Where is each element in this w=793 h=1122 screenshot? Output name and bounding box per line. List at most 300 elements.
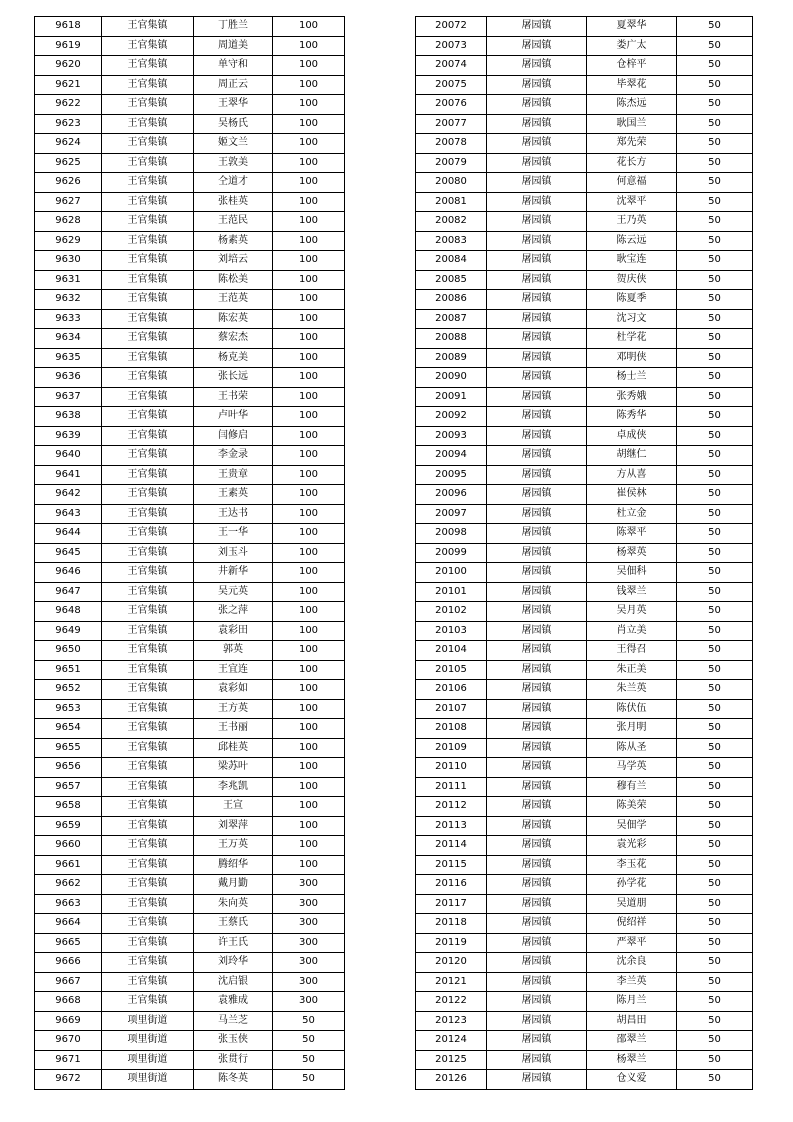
amount-cell: 300 (273, 875, 345, 895)
amount-cell: 50 (677, 95, 753, 115)
id-cell: 9647 (35, 582, 102, 602)
town-cell: 屠园镇 (487, 192, 587, 212)
table-row (416, 75, 753, 95)
id-cell: 20073 (416, 36, 487, 56)
amount-cell: 50 (677, 309, 753, 329)
amount-cell: 100 (273, 231, 345, 251)
amount-cell: 50 (677, 1011, 753, 1031)
name-cell: 仝道才 (194, 173, 273, 193)
name-cell: 卢叶华 (194, 407, 273, 427)
amount-cell: 50 (677, 855, 753, 875)
id-cell: 20117 (416, 894, 487, 914)
amount-cell: 50 (677, 582, 753, 602)
id-cell: 20124 (416, 1031, 487, 1051)
id-cell: 20094 (416, 446, 487, 466)
table-row (416, 953, 753, 973)
id-cell: 20111 (416, 777, 487, 797)
town-cell: 屠园镇 (487, 212, 587, 232)
name-cell: 袁彩如 (194, 680, 273, 700)
table-row (416, 192, 753, 212)
town-cell: 王官集镇 (102, 309, 194, 329)
id-cell: 20102 (416, 602, 487, 622)
name-cell: 张长远 (194, 368, 273, 388)
town-cell: 王官集镇 (102, 36, 194, 56)
name-cell: 陈云远 (587, 231, 677, 251)
name-cell: 吴佃科 (587, 563, 677, 583)
id-cell: 9670 (35, 1031, 102, 1051)
name-cell: 王一华 (194, 524, 273, 544)
table-row (416, 914, 753, 934)
amount-cell: 50 (677, 797, 753, 817)
amount-cell: 50 (677, 465, 753, 485)
amount-cell: 100 (273, 251, 345, 271)
name-cell: 陈夏季 (587, 290, 677, 310)
amount-cell: 50 (677, 1050, 753, 1070)
id-cell: 9669 (35, 1011, 102, 1031)
table-row (416, 290, 753, 310)
table-row (35, 719, 345, 739)
table-row (416, 17, 753, 37)
id-cell: 9653 (35, 699, 102, 719)
amount-cell: 50 (677, 290, 753, 310)
amount-cell: 100 (273, 407, 345, 427)
amount-cell: 100 (273, 797, 345, 817)
amount-cell: 50 (677, 1070, 753, 1090)
town-cell: 屠园镇 (487, 17, 587, 37)
amount-cell: 50 (677, 777, 753, 797)
id-cell: 9648 (35, 602, 102, 622)
town-cell: 王官集镇 (102, 660, 194, 680)
left-roster-body (35, 17, 345, 1090)
id-cell: 20076 (416, 95, 487, 115)
name-cell: 王范民 (194, 212, 273, 232)
table-row (35, 270, 345, 290)
table-row (416, 485, 753, 505)
amount-cell: 50 (677, 446, 753, 466)
amount-cell: 50 (677, 485, 753, 505)
amount-cell: 50 (677, 36, 753, 56)
amount-cell: 100 (273, 270, 345, 290)
name-cell: 李玉花 (587, 855, 677, 875)
town-cell: 王官集镇 (102, 855, 194, 875)
id-cell: 20116 (416, 875, 487, 895)
town-cell: 屠园镇 (487, 875, 587, 895)
id-cell: 20074 (416, 56, 487, 76)
name-cell: 王范英 (194, 290, 273, 310)
table-row (35, 699, 345, 719)
town-cell: 王官集镇 (102, 933, 194, 953)
amount-cell: 100 (273, 699, 345, 719)
town-cell: 屠园镇 (487, 602, 587, 622)
id-cell: 9639 (35, 426, 102, 446)
town-cell: 王官集镇 (102, 290, 194, 310)
name-cell: 王敦美 (194, 153, 273, 173)
name-cell: 张桂英 (194, 192, 273, 212)
id-cell: 20100 (416, 563, 487, 583)
id-cell: 20099 (416, 543, 487, 563)
town-cell: 王官集镇 (102, 543, 194, 563)
town-cell: 屠园镇 (487, 894, 587, 914)
id-cell: 9624 (35, 134, 102, 154)
name-cell: 马兰芝 (194, 1011, 273, 1031)
amount-cell: 100 (273, 485, 345, 505)
id-cell: 20101 (416, 582, 487, 602)
id-cell: 9667 (35, 972, 102, 992)
table-row (35, 680, 345, 700)
id-cell: 20126 (416, 1070, 487, 1090)
table-row (35, 192, 345, 212)
table-row (416, 738, 753, 758)
town-cell: 王官集镇 (102, 738, 194, 758)
table-row (35, 894, 345, 914)
name-cell: 王达书 (194, 504, 273, 524)
town-cell: 屠园镇 (487, 914, 587, 934)
table-row (35, 1011, 345, 1031)
town-cell: 王官集镇 (102, 446, 194, 466)
town-cell: 屠园镇 (487, 153, 587, 173)
amount-cell: 50 (677, 621, 753, 641)
name-cell: 刘培云 (194, 251, 273, 271)
id-cell: 20108 (416, 719, 487, 739)
name-cell: 娄广太 (587, 36, 677, 56)
id-cell: 9657 (35, 777, 102, 797)
table-row (416, 1011, 753, 1031)
table-row (35, 504, 345, 524)
amount-cell: 50 (677, 387, 753, 407)
amount-cell: 100 (273, 17, 345, 37)
table-row (35, 797, 345, 817)
town-cell: 王官集镇 (102, 465, 194, 485)
id-cell: 9620 (35, 56, 102, 76)
amount-cell: 300 (273, 953, 345, 973)
amount-cell: 100 (273, 777, 345, 797)
table-row (416, 309, 753, 329)
name-cell: 陈松美 (194, 270, 273, 290)
town-cell: 王官集镇 (102, 758, 194, 778)
amount-cell: 50 (677, 348, 753, 368)
id-cell: 9666 (35, 953, 102, 973)
amount-cell: 100 (273, 465, 345, 485)
amount-cell: 100 (273, 855, 345, 875)
table-row (35, 348, 345, 368)
amount-cell: 50 (677, 563, 753, 583)
id-cell: 9622 (35, 95, 102, 115)
name-cell: 王乃英 (587, 212, 677, 232)
amount-cell: 100 (273, 173, 345, 193)
table-row (416, 1050, 753, 1070)
table-row (416, 231, 753, 251)
table-row (35, 777, 345, 797)
id-cell: 20103 (416, 621, 487, 641)
town-cell: 王官集镇 (102, 231, 194, 251)
amount-cell: 50 (677, 212, 753, 232)
town-cell: 项里街道 (102, 1011, 194, 1031)
table-row (35, 1031, 345, 1051)
town-cell: 屠园镇 (487, 855, 587, 875)
table-row (35, 875, 345, 895)
amount-cell: 300 (273, 933, 345, 953)
table-row (35, 368, 345, 388)
id-cell: 9644 (35, 524, 102, 544)
id-cell: 20086 (416, 290, 487, 310)
id-cell: 20121 (416, 972, 487, 992)
table-row (35, 582, 345, 602)
name-cell: 陈伏伍 (587, 699, 677, 719)
id-cell: 20125 (416, 1050, 487, 1070)
amount-cell: 50 (677, 329, 753, 349)
town-cell: 屠园镇 (487, 816, 587, 836)
amount-cell: 100 (273, 738, 345, 758)
town-cell: 屠园镇 (487, 485, 587, 505)
amount-cell: 100 (273, 836, 345, 856)
amount-cell: 300 (273, 992, 345, 1012)
id-cell: 9658 (35, 797, 102, 817)
town-cell: 王官集镇 (102, 992, 194, 1012)
id-cell: 20088 (416, 329, 487, 349)
table-row (35, 914, 345, 934)
name-cell: 张月明 (587, 719, 677, 739)
town-cell: 屠园镇 (487, 309, 587, 329)
table-row (416, 56, 753, 76)
town-cell: 屠园镇 (487, 797, 587, 817)
name-cell: 陈宏英 (194, 309, 273, 329)
amount-cell: 100 (273, 543, 345, 563)
name-cell: 杨士兰 (587, 368, 677, 388)
amount-cell: 50 (677, 251, 753, 271)
name-cell: 卓成侠 (587, 426, 677, 446)
id-cell: 20078 (416, 134, 487, 154)
name-cell: 张玉侠 (194, 1031, 273, 1051)
amount-cell: 100 (273, 95, 345, 115)
name-cell: 周道美 (194, 36, 273, 56)
id-cell: 20109 (416, 738, 487, 758)
id-cell: 20091 (416, 387, 487, 407)
name-cell: 吴月英 (587, 602, 677, 622)
table-row (416, 465, 753, 485)
name-cell: 仓义爱 (587, 1070, 677, 1090)
id-cell: 20104 (416, 641, 487, 661)
name-cell: 陈从圣 (587, 738, 677, 758)
id-cell: 9651 (35, 660, 102, 680)
name-cell: 李兰英 (587, 972, 677, 992)
name-cell: 张贯行 (194, 1050, 273, 1070)
name-cell: 刘翠萍 (194, 816, 273, 836)
id-cell: 20119 (416, 933, 487, 953)
right-roster-body (416, 17, 753, 1090)
name-cell: 仓梓平 (587, 56, 677, 76)
name-cell: 袁光彩 (587, 836, 677, 856)
table-row (416, 95, 753, 115)
table-row (35, 992, 345, 1012)
id-cell: 9663 (35, 894, 102, 914)
amount-cell: 50 (677, 641, 753, 661)
town-cell: 屠园镇 (487, 368, 587, 388)
table-row (35, 485, 345, 505)
id-cell: 9665 (35, 933, 102, 953)
town-cell: 屠园镇 (487, 75, 587, 95)
name-cell: 王书荣 (194, 387, 273, 407)
name-cell: 耿宝连 (587, 251, 677, 271)
town-cell: 王官集镇 (102, 153, 194, 173)
town-cell: 项里街道 (102, 1050, 194, 1070)
amount-cell: 50 (677, 758, 753, 778)
id-cell: 20085 (416, 270, 487, 290)
name-cell: 吴杨氏 (194, 114, 273, 134)
id-cell: 9634 (35, 329, 102, 349)
id-cell: 20110 (416, 758, 487, 778)
table-row (35, 446, 345, 466)
town-cell: 王官集镇 (102, 75, 194, 95)
name-cell: 张之萍 (194, 602, 273, 622)
town-cell: 王官集镇 (102, 602, 194, 622)
name-cell: 袁彩田 (194, 621, 273, 641)
town-cell: 王官集镇 (102, 56, 194, 76)
table-row (35, 212, 345, 232)
table-row (35, 836, 345, 856)
name-cell: 杜立金 (587, 504, 677, 524)
name-cell: 单守和 (194, 56, 273, 76)
name-cell: 戴月勤 (194, 875, 273, 895)
name-cell: 井新华 (194, 563, 273, 583)
id-cell: 9645 (35, 543, 102, 563)
town-cell: 屠园镇 (487, 777, 587, 797)
id-cell: 20075 (416, 75, 487, 95)
name-cell: 刘玲华 (194, 953, 273, 973)
amount-cell: 50 (677, 524, 753, 544)
town-cell: 王官集镇 (102, 348, 194, 368)
table-row (35, 953, 345, 973)
table-row (416, 699, 753, 719)
town-cell: 屠园镇 (487, 1050, 587, 1070)
town-cell: 屠园镇 (487, 134, 587, 154)
amount-cell: 50 (677, 972, 753, 992)
town-cell: 屠园镇 (487, 641, 587, 661)
name-cell: 崔侯林 (587, 485, 677, 505)
town-cell: 屠园镇 (487, 231, 587, 251)
id-cell: 20087 (416, 309, 487, 329)
name-cell: 沈启银 (194, 972, 273, 992)
amount-cell: 100 (273, 134, 345, 154)
id-cell: 20106 (416, 680, 487, 700)
town-cell: 项里街道 (102, 1070, 194, 1090)
table-row (416, 543, 753, 563)
town-cell: 屠园镇 (487, 1070, 587, 1090)
table-row (35, 933, 345, 953)
table-row (35, 134, 345, 154)
table-row (416, 680, 753, 700)
town-cell: 屠园镇 (487, 621, 587, 641)
name-cell: 朱正美 (587, 660, 677, 680)
town-cell: 屠园镇 (487, 660, 587, 680)
id-cell: 9627 (35, 192, 102, 212)
town-cell: 王官集镇 (102, 953, 194, 973)
id-cell: 20105 (416, 660, 487, 680)
table-row (35, 75, 345, 95)
table-row (416, 504, 753, 524)
amount-cell: 100 (273, 446, 345, 466)
amount-cell: 100 (273, 426, 345, 446)
town-cell: 屠园镇 (487, 407, 587, 427)
name-cell: 沈翠平 (587, 192, 677, 212)
amount-cell: 50 (677, 660, 753, 680)
amount-cell: 100 (273, 75, 345, 95)
amount-cell: 100 (273, 621, 345, 641)
table-row (416, 329, 753, 349)
table-row (416, 134, 753, 154)
id-cell: 20089 (416, 348, 487, 368)
table-row (416, 251, 753, 271)
town-cell: 王官集镇 (102, 875, 194, 895)
id-cell: 20115 (416, 855, 487, 875)
name-cell: 王蔡氏 (194, 914, 273, 934)
id-cell: 9636 (35, 368, 102, 388)
id-cell: 9625 (35, 153, 102, 173)
name-cell: 邓明侠 (587, 348, 677, 368)
table-row (35, 972, 345, 992)
id-cell: 9618 (35, 17, 102, 37)
table-row (416, 426, 753, 446)
name-cell: 吴道朋 (587, 894, 677, 914)
id-cell: 20098 (416, 524, 487, 544)
town-cell: 王官集镇 (102, 173, 194, 193)
amount-cell: 50 (677, 933, 753, 953)
id-cell: 9640 (35, 446, 102, 466)
table-row (35, 173, 345, 193)
id-cell: 9655 (35, 738, 102, 758)
town-cell: 屠园镇 (487, 699, 587, 719)
id-cell: 9662 (35, 875, 102, 895)
amount-cell: 100 (273, 56, 345, 76)
town-cell: 屠园镇 (487, 543, 587, 563)
amount-cell: 50 (677, 75, 753, 95)
amount-cell: 100 (273, 348, 345, 368)
table-row (416, 894, 753, 914)
id-cell: 20095 (416, 465, 487, 485)
amount-cell: 50 (677, 134, 753, 154)
town-cell: 屠园镇 (487, 563, 587, 583)
amount-cell: 100 (273, 641, 345, 661)
amount-cell: 100 (273, 153, 345, 173)
amount-cell: 50 (677, 836, 753, 856)
id-cell: 9637 (35, 387, 102, 407)
table-row (416, 875, 753, 895)
town-cell: 屠园镇 (487, 348, 587, 368)
name-cell: 钱翠兰 (587, 582, 677, 602)
name-cell: 沈余良 (587, 953, 677, 973)
amount-cell: 50 (677, 192, 753, 212)
id-cell: 20081 (416, 192, 487, 212)
name-cell: 王宣 (194, 797, 273, 817)
table-row (416, 407, 753, 427)
table-row (416, 582, 753, 602)
town-cell: 王官集镇 (102, 621, 194, 641)
table-row (35, 17, 345, 37)
town-cell: 屠园镇 (487, 680, 587, 700)
id-cell: 9631 (35, 270, 102, 290)
table-row (35, 290, 345, 310)
table-row (35, 816, 345, 836)
name-cell: 邵翠兰 (587, 1031, 677, 1051)
amount-cell: 50 (677, 894, 753, 914)
id-cell: 9672 (35, 1070, 102, 1090)
name-cell: 许王氏 (194, 933, 273, 953)
id-cell: 20077 (416, 114, 487, 134)
amount-cell: 50 (677, 1031, 753, 1051)
name-cell: 杜学花 (587, 329, 677, 349)
table-row (35, 114, 345, 134)
town-cell: 王官集镇 (102, 524, 194, 544)
amount-cell: 50 (273, 1031, 345, 1051)
